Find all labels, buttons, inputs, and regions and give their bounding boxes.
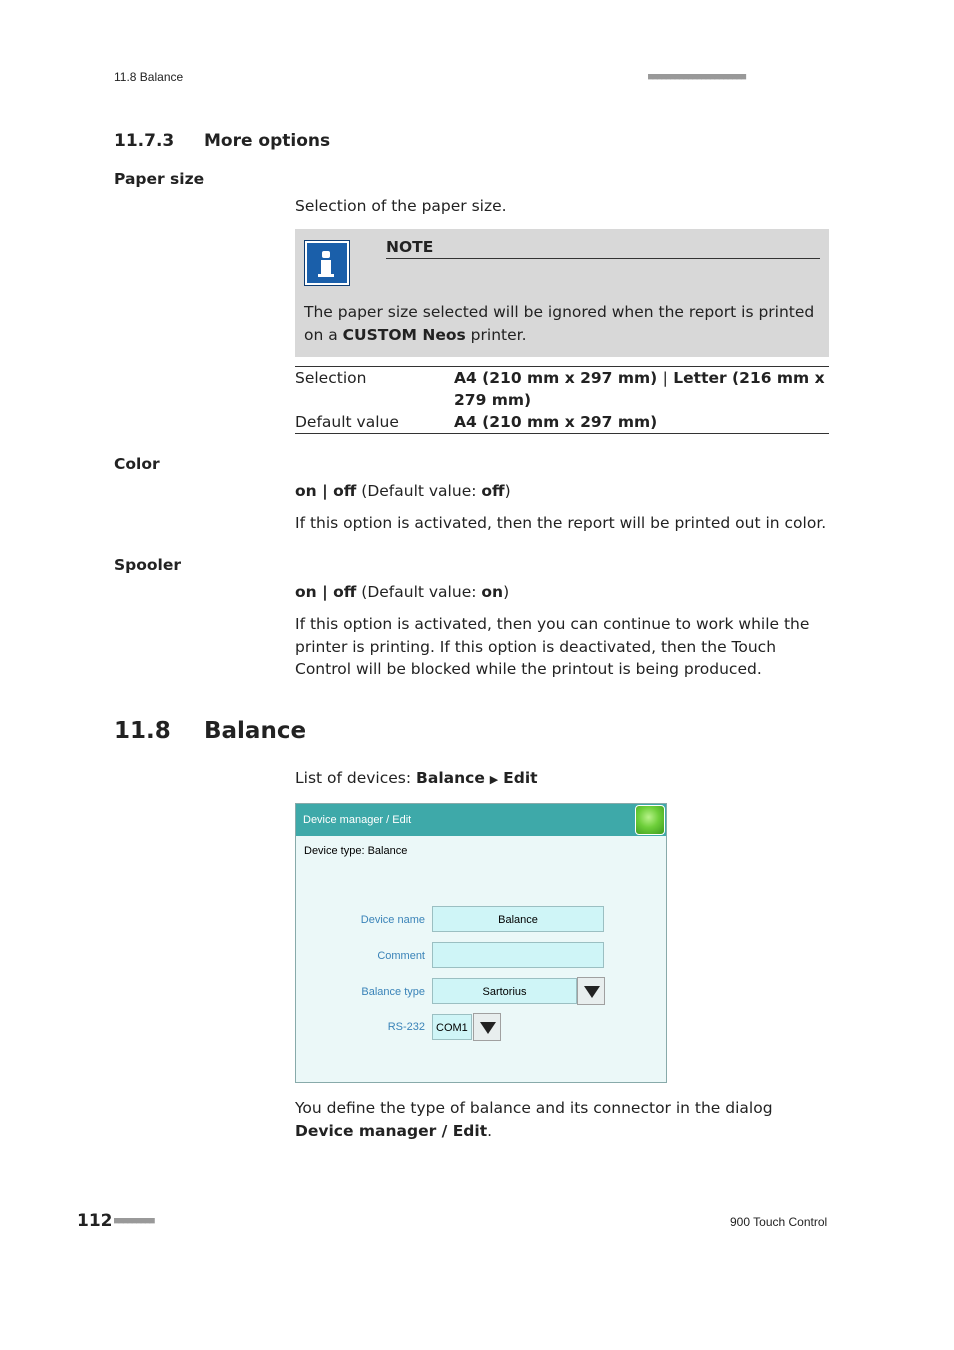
default-key: Default value [295,413,399,431]
table-row [295,367,829,411]
info-icon [304,240,350,286]
selection-key: Selection [295,369,367,387]
product-name: 900 Touch Control [730,1215,828,1229]
section-number: 11.7.3 [114,131,175,151]
section-number: 11.8 [114,718,171,744]
note-printer-name: CUSTOM Neos [342,325,466,344]
spooler-description: If this option is activated, then you can continue to work while the printer is printing. If this option is deactivated, then the Touch Control will be blocked while the printout is being produced. [295,615,810,678]
footer-decoration: ■■■■■■■■■ [114,1216,154,1226]
device-manager-screenshot [295,803,667,1083]
note-text: The paper size selected will be ignored when the report is printed on a CUSTOM Neos printer. [304,303,815,344]
device-name-label: Device name [360,914,425,926]
selection-value: A4 (210 mm x 297 mm) | Letter (216 mm x 279 mm) [454,369,825,409]
section-title: More options [204,131,331,151]
rs232-dropdown-button[interactable] [473,1013,501,1041]
spooler-heading: Spooler [114,556,182,574]
confirm-button[interactable] [635,805,665,835]
color-description: If this option is activated, then the report will be printed out in color. [295,514,827,532]
device-type-label: Device type: Balance [304,845,408,857]
page-number: 112 [77,1211,113,1231]
default-value: A4 (210 mm x 297 mm) [454,413,658,431]
balance-type-label: Balance type [361,986,425,998]
device-name-field[interactable]: Balance [432,906,604,932]
dialog-titlebar [296,804,666,836]
menu-path: List of devices: Balance ▶ Edit [295,769,538,787]
chevron-down-icon [480,1022,496,1034]
table-row [295,411,829,433]
rs232-label: RS-232 [387,1021,425,1033]
balance-type-dropdown-button[interactable] [577,977,605,1005]
arrow-right-icon: ▶ [489,773,499,786]
spooler-options: on | off (Default value: on) [295,583,510,601]
paper-size-description: Selection of the paper size. [295,197,507,215]
paper-size-heading: Paper size [114,170,205,188]
running-header-section: 11.8 Balance [114,70,184,84]
color-options: on | off (Default value: off) [295,482,511,500]
balance-description: You define the type of balance and its connector in the dialog Device manager / Edit. [295,1099,773,1140]
dialog-title: Device manager / Edit [303,814,412,826]
comment-field[interactable] [432,942,604,968]
chevron-down-icon [584,986,600,998]
section-heading-11-8 [114,718,306,744]
section-heading-11-7-3 [114,131,330,151]
header-decoration: ■■■■■■■■■■■■■■■■■■■■■■ [648,72,746,82]
comment-label: Comment [377,950,425,962]
note-box [295,229,829,357]
section-title: Balance [204,718,307,744]
note-title: NOTE [386,238,820,259]
color-heading: Color [114,455,160,473]
balance-type-field[interactable]: Sartorius [432,978,577,1004]
paper-size-parameter-table [295,366,829,434]
rs232-field[interactable]: COM1 [432,1014,472,1040]
